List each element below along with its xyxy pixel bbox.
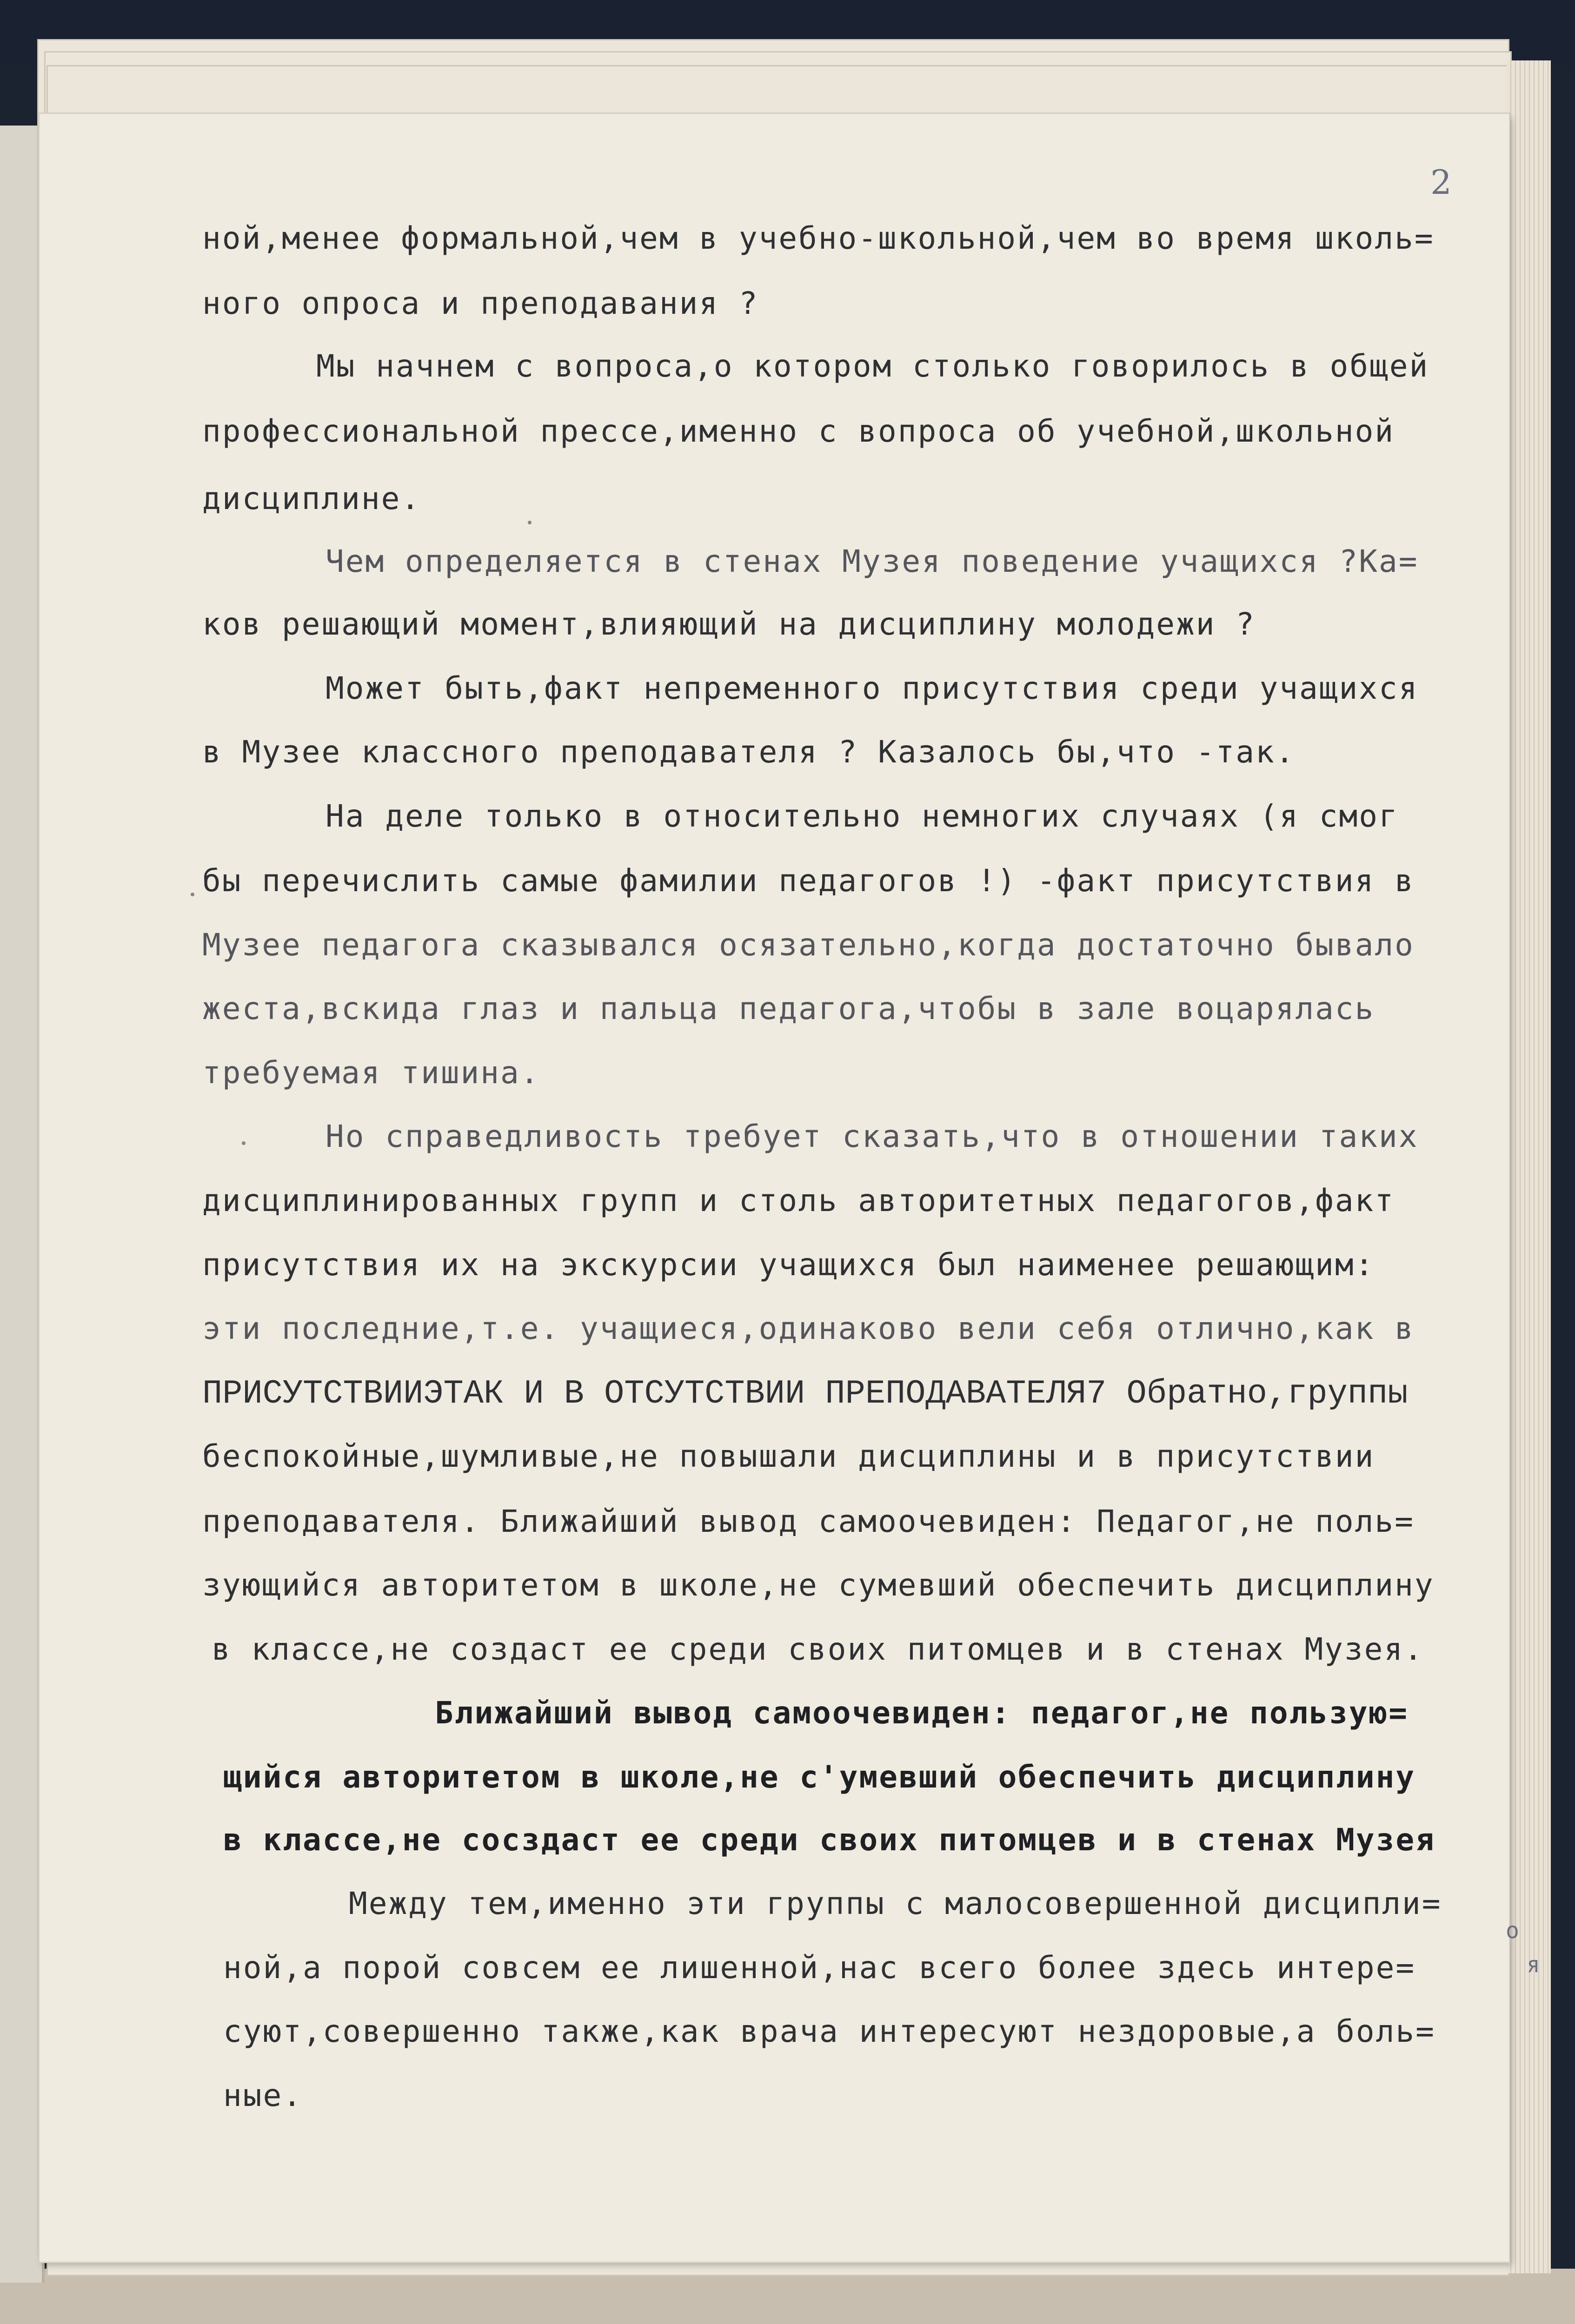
text-line: преподавателя. Ближайший вывод самоочевиден: Педагог,не поль= xyxy=(202,1503,1415,1539)
text-line: присутствия их на экскурсии учащихся был наименее решающим: xyxy=(202,1247,1375,1283)
text-line: ков решающий момент,влияющий на дисциплину молодежи ? xyxy=(202,606,1256,642)
text-line: Может быть,факт непременного присутствия среди учащихся xyxy=(326,670,1419,706)
text-line: ной,менее формальной,чем в учебно-школьной,чем во время школь= xyxy=(202,220,1435,256)
text-line: Между тем,именно эти группы с малосовершенной дисципли= xyxy=(349,1886,1442,1921)
ink-speck xyxy=(242,1141,246,1145)
text-line: в Музее классного преподавателя ? Казалось бы,что -так. xyxy=(202,734,1296,770)
text-line: беспокойные,шумливые,не повышали дисциплины и в присутствии xyxy=(202,1438,1375,1474)
background-bottom xyxy=(0,2269,1575,2324)
ink-speck xyxy=(528,521,532,524)
text-line: дисциплинированных групп и столь авторитетных педагогов,факт xyxy=(202,1183,1395,1218)
text-line: щийся авторитетом в школе,не с'умевший обеспечить дисциплину xyxy=(223,1759,1416,1795)
text-line: эти последние,т.е. учащиеся,одинаково вели себя отлично,как в xyxy=(202,1311,1415,1346)
text-line: ного опроса и преподавания ? xyxy=(202,285,759,321)
text-line: зующийся авторитетом в школе,не сумевший обеспечить дисциплину xyxy=(202,1567,1435,1603)
text-line: дисциплине. xyxy=(202,481,421,516)
margin-mark: о xyxy=(1506,1918,1519,1944)
text-line: Но справедливость требует сказать,что в отношении таких xyxy=(326,1119,1419,1154)
text-line: Музее педагога сказывался осязательно,когда достаточно бывало xyxy=(202,927,1415,963)
text-line: Ближайший вывод самоочевиден: педагог,не пользую= xyxy=(435,1695,1409,1731)
text-line: в классе,не создаст ее среди своих питомцев и в стенах Музея. xyxy=(212,1631,1424,1667)
text-line: Мы начнем с вопроса,о котором столько говорилось в общей xyxy=(316,348,1429,384)
text-line: бы перечислить самые фамилии педагогов !) -факт присутствия в xyxy=(202,863,1415,899)
text-line: На деле только в относительно немногих случаях (я смог xyxy=(326,798,1399,834)
text-line: ной,а порой совсем ее лишенной,нас всего более здесь интере= xyxy=(223,1950,1416,1986)
text-line: Чем определяется в стенах Музея поведение учащихся ?Ка= xyxy=(326,543,1419,579)
text-line: жеста,вскида глаз и пальца педагога,чтобы в зале воцарялась xyxy=(202,991,1375,1026)
text-line: ПРИСУТСТВИИЭТАК И В ОТСУТСТВИИ ПРЕПОДАВАТЕЛЯ7 Обратно,группы xyxy=(202,1375,1408,1413)
text-line: в классе,не сосздаст ее среди своих питомцев и в стенах Музея xyxy=(223,1822,1435,1858)
margin-mark: я xyxy=(1527,1952,1540,1978)
text-line: суют,совершенно также,как врача интересуют нездоровые,а боль= xyxy=(223,2013,1435,2049)
ink-speck xyxy=(191,893,194,896)
text-line: ные. xyxy=(223,2078,303,2113)
page-number: 2 xyxy=(1430,163,1452,202)
text-line: требуемая тишина. xyxy=(202,1055,540,1091)
text-line: профессиональной прессе,именно с вопроса об учебной,школьной xyxy=(202,413,1395,449)
